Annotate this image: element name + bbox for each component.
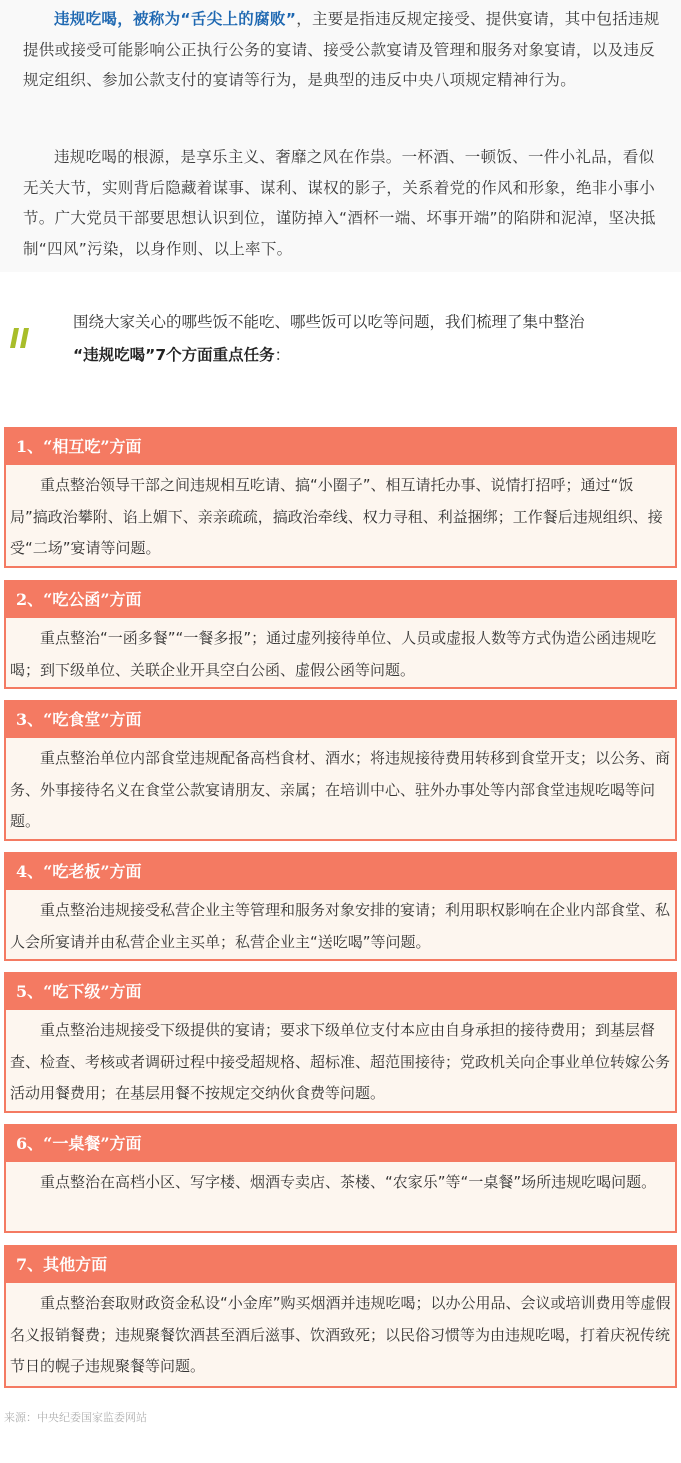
task-card-title: 3、“吃食堂”方面: [6, 702, 675, 738]
task-card-body: 重点整治领导干部之间违规相互吃请、搞“小圈子”、相互请托办事、说情打招呼；通过“饭局”搞政治攀附、谄上媚下、亲亲疏疏，搞政治牵线、权力寻租、利益捆绑；工作餐后违规组织、接受“二场”宴请等问题。: [10, 476, 663, 557]
task-card-title: 2、“吃公函”方面: [6, 582, 675, 618]
task-card-body: 重点整治套取财政资金私设“小金库”购买烟酒并违规吃喝；以办公用品、会议或培训费用等虚假名义报销餐费；违规聚餐饮酒甚至酒后滋事、饮酒致死；以民俗习惯等为由违规吃喝，打着庆祝传统节日的幌子违规聚餐等问题。: [10, 1294, 671, 1375]
task-card-3: [4, 700, 677, 841]
task-card-title: 6、“一桌餐”方面: [6, 1126, 675, 1162]
task-card-title: 7、其他方面: [6, 1247, 675, 1283]
task-card-body: 重点整治“一函多餐”“一餐多报”；通过虚列接待单位、人员或虚报人数等方式伪造公函违规吃喝；到下级单位、关联企业开具空白公函、虚假公函等问题。: [10, 629, 657, 679]
quote-mark-icon: [6, 326, 32, 348]
intro-paragraph-1-text: ，主要是指违反规定接受、提供宴请，其中包括违规提供或接受可能影响公正执行公务的宴请、接受公款宴请及管理和服务对象宴请，以及违反规定组织、参加公款支付的宴请等行为，是典型的违反中央八项规定精神行为。: [23, 10, 660, 89]
task-card-title: 5、“吃下级”方面: [6, 974, 675, 1010]
task-card-title: 1、“相互吃”方面: [6, 429, 675, 465]
intro-paragraph-1: [23, 4, 663, 96]
task-card-7: [4, 1245, 677, 1388]
task-card-4: [4, 852, 677, 961]
task-card-body: 重点整治违规接受私营企业主等管理和服务对象安排的宴请；利用职权影响在企业内部食堂、私人会所宴请并由私营企业主买单；私营企业主“送吃喝”等问题。: [10, 901, 671, 951]
task-card-body: 重点整治单位内部食堂违规配备高档食材、酒水；将违规接待费用转移到食堂开支；以公务、商务、外事接待名义在食堂公款宴请朋友、亲属；在培训中心、驻外办事处等内部食堂违规吃喝等问题。: [10, 749, 671, 830]
intro-paragraph-2: 违规吃喝的根源，是享乐主义、奢靡之风在作祟。一杯酒、一顿饭、一件小礼品，看似无关大节，实则背后隐藏着谋事、谋利、谋权的影子，关系着党的作风和形象，绝非小事小节。广大党员干部要思想认识到位，谨防掉入“酒杯一端、坏事开端”的陷阱和泥淖，坚决抵制“四风”污染，以身作则、以上率下。: [23, 148, 656, 258]
quote-text-main: 围绕大家关心的哪些饭不能吃、哪些饭可以吃等问题，我们梳理了集中整治: [73, 313, 585, 331]
quote-tail: ：: [274, 346, 291, 364]
source-note: 来源：中央纪委国家监委网站: [4, 1411, 147, 1424]
task-card-body: 重点整治违规接受下级提供的宴请；要求下级单位支付本应由自身承担的接待费用；到基层督查、检查、考核或者调研过程中接受超规格、超标准、超范围接待；党政机关向企事业单位转嫁公务活动用餐费用；在基层用餐不按规定交纳伙食费等问题。: [10, 1021, 671, 1102]
task-card-1: [4, 427, 677, 568]
intro-section: [0, 0, 681, 272]
quote-bold: “违规吃喝”7个方面重点任务: [73, 346, 275, 364]
task-card-title: 4、“吃老板”方面: [6, 854, 675, 890]
task-card-body: 重点整治在高档小区、写字楼、烟酒专卖店、茶楼、“农家乐”等“一桌餐”场所违规吃喝问题。: [40, 1173, 657, 1191]
quote-text: [73, 306, 663, 372]
task-card-5: [4, 972, 677, 1113]
intro-highlight: 违规吃喝，被称为“舌尖上的腐败”: [54, 10, 297, 28]
task-card-6: [4, 1124, 677, 1233]
task-card-2: [4, 580, 677, 689]
